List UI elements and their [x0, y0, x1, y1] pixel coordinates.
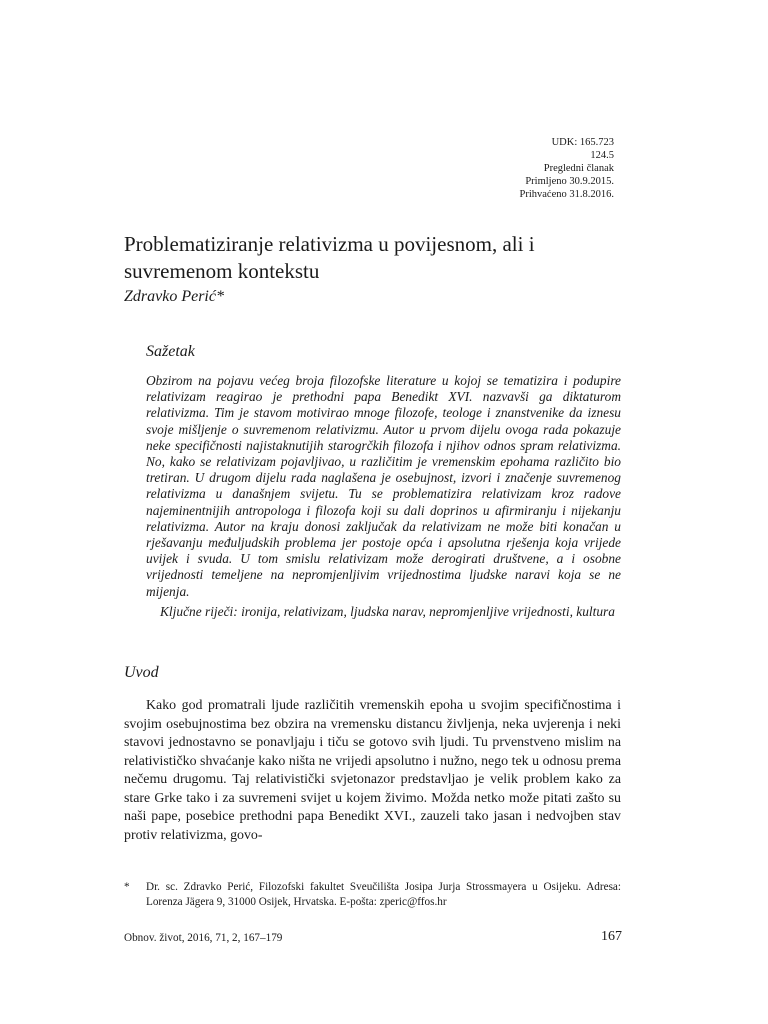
abstract-text: Obzirom na pojavu većeg broja filozofske literature u kojoj se tematizira i podupire relativizam reagirao je prethodni papa Benedikt XVI. nazvavši ga diktaturom relativizma. Tim je stavom motivirao mnoge filozofe, teologe i znanstvenike da iznesu svoje mišljenje o suvremenom relativizmu. Autor u prvom dijelu ovoga rada pokazuje neke specifičnosti najistaknutijih starogrčkih filozofa i njihov odnos spram relativizma. No, kako se relativizam pojavljivao, u različitim je vremenskim epohama različito bio tretiran. U drugom dijelu rada naglašena je osebujnost, izvori i značenje suvremenog relativizma u današnjem svijetu. Tu se problematizira relativizam kroz radove najeminentnijih antropologa i filozofa koji su dali doprinos u afirmiranju i nijekanju relativizma. Autor na kraju donosi zaključak da relativizam ne može biti konačan u rješavanju međuljudskih problema jer postoje opća i apsolutna rješenja koja vrijede uvijek i svuda. U tom smislu relativizam može derogirati društvene, a i osobne vrijednosti temeljene na nepromjenljivim vrijednostima ljudske naravi koja se ne mijenja.: [146, 373, 621, 599]
article-title: Problematiziranje relativizma u povijesnom, ali i suvremenom kontekstu: [124, 232, 535, 283]
keywords: Ključne riječi: ironija, relativizam, ljudska narav, nepromjenljive vrijednosti, kultura: [160, 604, 615, 619]
udk-code: UDK: 165.723: [551, 137, 614, 148]
footnote: [124, 880, 621, 909]
abstract-heading: Sažetak: [146, 343, 195, 360]
article-type: Pregledni članak: [543, 163, 614, 174]
page-number: 167: [601, 929, 622, 944]
footnote-text: Dr. sc. Zdravko Perić, Filozofski fakultet Sveučilišta Josipa Jurja Strossmayera u Osijeku. Adresa: Lorenza Jägera 9, 31000 Osijek, Hrvatska. E-pošta: zperic@ffos.hr: [146, 881, 621, 908]
section-heading-intro: Uvod: [124, 664, 159, 681]
footnote-mark: *: [124, 881, 130, 893]
accepted-date: Prihvaćeno 31.8.2016.: [519, 189, 614, 200]
udk-code-secondary: 124.5: [590, 150, 614, 161]
article-author: Zdravko Perić*: [124, 288, 224, 305]
intro-paragraph: Kako god promatrali ljude različitih vremenskih epoha u svojim specifičnostima i svojim osebujnostima bez obzira na vremensku distancu življenja, neka uvjerenja i neki stavovi jednostavno se ponavljaju i tiču se gotovo svih ljudi. Tu prvenstveno mislim na relativističko shvaćanje kako ništa ne vrijedi apsolutno i nužno, nego tek u odnosu prema nečemu drugomu. Taj relativistički svjetonazor predstavljao je velik problem kako za stare Grke tako i za suvremeni svijet u kojem živimo. Možda netko može pitati zašto su naši pape, posebice prethodni papa Benedikt XVI., zauzeli tako jasan i nedvojben stav protiv relativizma, govo-: [124, 698, 621, 843]
journal-citation: Obnov. život, 2016, 71, 2, 167–179: [124, 932, 283, 944]
article-metadata: [520, 136, 615, 201]
received-date: Primljeno 30.9.2015.: [525, 176, 614, 187]
